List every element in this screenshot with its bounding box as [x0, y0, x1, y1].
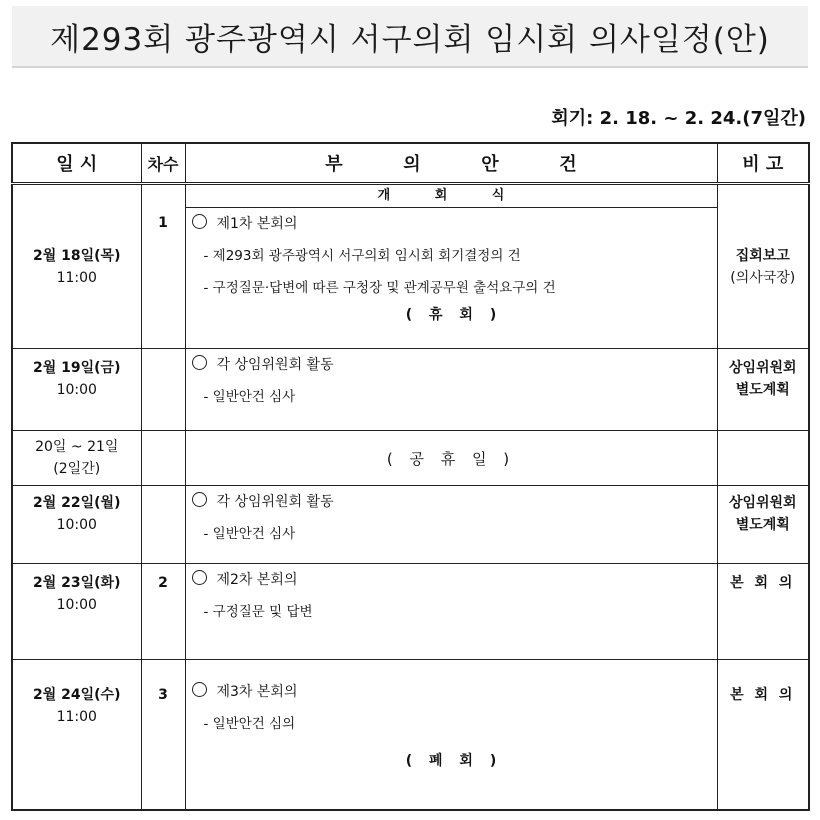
- agenda-item: - 구정질문 및 답변: [203, 604, 313, 620]
- circle-bullet-icon: [192, 355, 207, 370]
- page-title: 제293회 광주광역시 서구의회 임시회 의사일정(안): [50, 21, 770, 58]
- opening-ceremony: 개 회 식: [186, 185, 717, 208]
- row-order: 1: [158, 215, 168, 231]
- row-date: 2월 24일(수): [33, 687, 121, 703]
- row-time: 10:00: [56, 517, 97, 533]
- remark-line: 별도계획: [735, 517, 790, 533]
- agenda-title-text: 각 상임위원회 활동: [216, 494, 334, 510]
- remark-line: 상임위원회: [728, 495, 797, 511]
- table-row: [12, 349, 809, 431]
- circle-bullet-icon: [192, 214, 207, 229]
- header-agenda: [185, 143, 717, 184]
- remarks-cell: [717, 431, 809, 486]
- date-cell: [12, 564, 141, 660]
- agenda-item: - 제293회 광주광역시 서구의회 임시회 회기결정의 건: [203, 248, 521, 264]
- circle-bullet-icon: [192, 492, 207, 507]
- remark-line: 상임위원회: [728, 360, 797, 376]
- row-date: 2월 22일(월): [33, 495, 121, 511]
- recess-label: ( 휴 회 ): [405, 307, 503, 323]
- row-date: 2월 19일(금): [33, 360, 121, 376]
- date-cell: [12, 184, 141, 349]
- remark-line: 별도계획: [735, 382, 790, 398]
- date-cell: [12, 660, 141, 810]
- agenda-cell: [185, 564, 717, 660]
- row-date: 20일 ~ 21일: [35, 439, 119, 455]
- closing-label: ( 폐 회 ): [405, 753, 503, 769]
- agenda-cell: [185, 486, 717, 564]
- circle-bullet-icon: [192, 570, 207, 585]
- agenda-cell: [185, 184, 717, 349]
- date-cell: [12, 486, 141, 564]
- header-agenda-char: 의: [403, 154, 421, 175]
- row-time: (2일간): [53, 461, 101, 477]
- remark-line: 본 회 의: [730, 575, 796, 591]
- order-cell: [141, 564, 185, 660]
- agenda-title: [192, 208, 717, 240]
- remarks-cell: [717, 660, 809, 810]
- agenda-item: - 일반안건 심사: [203, 526, 296, 542]
- title-bar: [12, 6, 808, 68]
- remark-line: 본 회 의: [730, 687, 796, 703]
- header-row: [12, 143, 809, 184]
- agenda-item: - 일반안건 심사: [203, 389, 296, 405]
- agenda-title: [192, 486, 717, 518]
- agenda-item: - 구정질문·답변에 따른 구청장 및 관계공무원 출석요구의 건: [203, 280, 556, 296]
- agenda-title-text: 제1차 본회의: [216, 216, 298, 232]
- row-date: 2월 23일(화): [33, 575, 121, 591]
- circle-bullet-icon: [192, 682, 207, 697]
- header-date: 일 시: [12, 143, 141, 184]
- table-row: [12, 486, 809, 564]
- row-order: 2: [158, 575, 168, 591]
- order-cell: [141, 486, 185, 564]
- table-row: [12, 184, 809, 349]
- row-time: 10:00: [56, 382, 97, 398]
- agenda-cell: [185, 660, 717, 810]
- table-row: [12, 431, 809, 486]
- date-cell: [12, 349, 141, 431]
- agenda-title-text: 각 상임위원회 활동: [216, 357, 334, 373]
- agenda-item: - 일반안건 심의: [203, 716, 296, 732]
- header-order: 차수: [141, 143, 185, 184]
- table-row: [12, 660, 809, 810]
- order-cell: [141, 431, 185, 486]
- table-row: [12, 564, 809, 660]
- agenda-table: [11, 142, 810, 811]
- remarks-cell: [717, 349, 809, 431]
- row-time: 11:00: [56, 269, 97, 286]
- agenda-title: [192, 349, 717, 381]
- row-time: 10:00: [56, 597, 97, 613]
- agenda-cell: [185, 349, 717, 431]
- row-time: 11:00: [56, 709, 97, 725]
- remarks-cell: [717, 564, 809, 660]
- header-agenda-char: 부: [325, 154, 343, 175]
- agenda-title-text: 제2차 본회의: [216, 572, 298, 588]
- agenda-cell: [185, 431, 717, 486]
- order-cell: [141, 184, 185, 349]
- date-cell: [12, 431, 141, 486]
- row-order: 3: [158, 687, 168, 703]
- agenda-title: [192, 564, 717, 596]
- header-remarks: 비 고: [717, 143, 809, 184]
- row-date: 2월 18일(목): [33, 247, 121, 264]
- agenda-title-text: 제3차 본회의: [216, 684, 298, 700]
- holiday-label: ( 공 휴 일 ): [386, 449, 516, 468]
- remark-line: (의사국장): [730, 269, 796, 286]
- order-cell: [141, 660, 185, 810]
- order-cell: [141, 349, 185, 431]
- session-period: 회기: 2. 18. ~ 2. 24.(7일간): [551, 108, 806, 129]
- header-agenda-char: 건: [559, 154, 577, 175]
- header-agenda-char: 안: [481, 154, 499, 175]
- remarks-cell: [717, 184, 809, 349]
- remark-line: 집회보고: [735, 247, 790, 264]
- agenda-title: [192, 676, 717, 708]
- remarks-cell: [717, 486, 809, 564]
